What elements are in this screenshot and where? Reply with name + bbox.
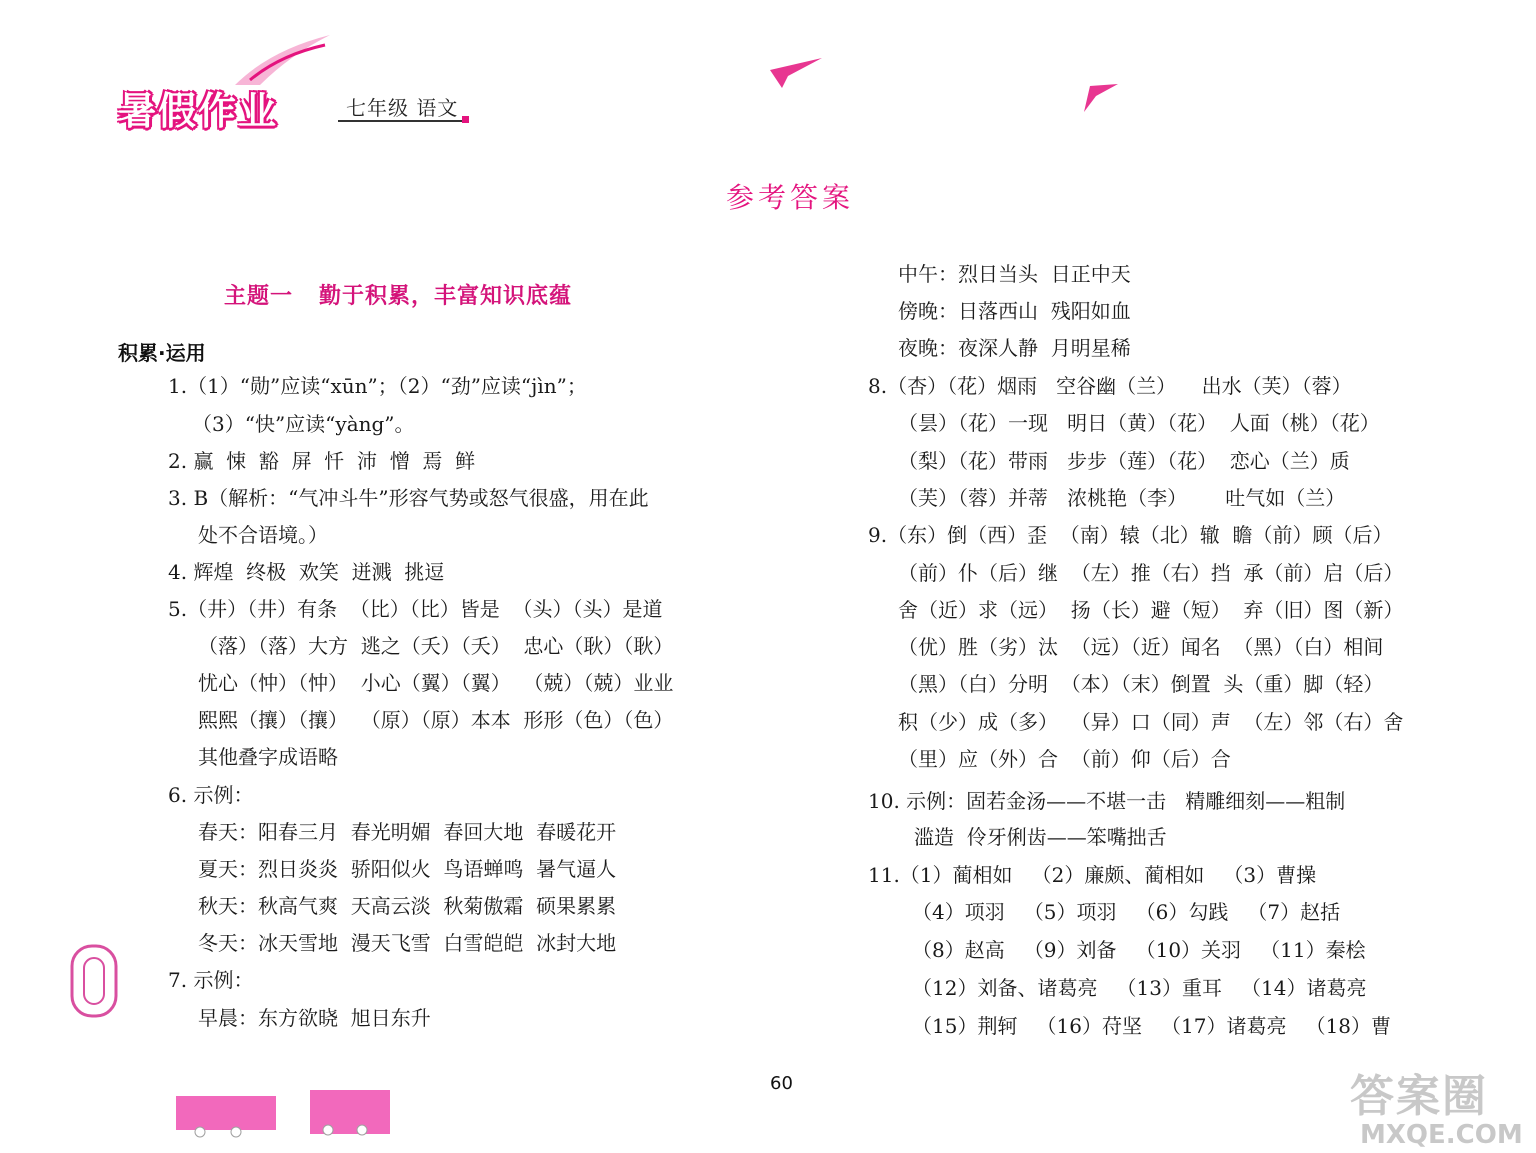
- answer-line: （落）（落）大方 逃之（夭）（夭） 忠心（耿）（耿）: [198, 634, 674, 658]
- answer-line: 10. 示例：固若金汤——不堪一击 精雕细刻——粗制: [868, 789, 1346, 813]
- answer-line: 4. 辉煌 终极 欢笑 迸溅 挑逗: [168, 560, 445, 584]
- paper-plane-decoration-small: [1080, 82, 1120, 116]
- answer-line: 忧心（忡）（忡） 小心（翼）（翼） （兢）（兢）业业: [198, 671, 674, 695]
- answer-line: 3. B（解析：“气冲斗牛”形容气势或怒气很盛，用在此: [168, 486, 649, 510]
- answer-line: （3）“快”应读“yàng”。: [192, 412, 415, 436]
- answer-line: （8）赵高 （9）刘备 （10）关羽 （11）秦桧: [912, 938, 1366, 962]
- answer-line: 2. 赢 悚 豁 屏 忏 沛 憎 焉 鲜: [168, 449, 476, 473]
- answer-line: （梨）（花）带雨 步步（莲）（花） 恋心（兰）质: [898, 449, 1350, 473]
- answer-line: 5.（井）（井）有条 （比）（比）皆是 （头）（头）是道: [168, 597, 663, 621]
- page-title: 参考答案: [725, 181, 854, 214]
- watermark: [1350, 1060, 1523, 1150]
- answer-line: 11.（1）蔺相如 （2）廉颇、蔺相如 （3）曹操: [868, 863, 1317, 887]
- answer-line: （12）刘备、诸葛亮 （13）重耳 （14）诸葛亮: [912, 976, 1367, 1000]
- watermark-logo-text: 答案圈: [1350, 1071, 1488, 1122]
- theme-title: 主题一 勤于积累，丰富知识底蕴: [224, 284, 572, 309]
- answer-line: 早晨：东方欲晓 旭日东升: [198, 1006, 431, 1030]
- answer-line: 处不合语境。）: [198, 523, 328, 547]
- clip-decoration: [64, 940, 124, 1020]
- answer-line: 夏天：烈日炎炎 骄阳似火 鸟语蝉鸣 暑气逼人: [198, 857, 617, 881]
- logo-text: 暑假作业: [118, 89, 279, 133]
- answer-line: （昙）（花）一现 明日（黄）（花） 人面（桃）（花）: [898, 411, 1380, 435]
- answer-line: 舍（近）求（远） 扬（长）避（短） 弃（旧）图（新）: [898, 598, 1404, 622]
- answer-line: （前）仆（后）继 （左）推（右）挡 承（前）启（后）: [898, 561, 1404, 585]
- answer-line: 秋天：秋高气爽 天高云淡 秋菊傲霜 硕果累累: [198, 894, 617, 918]
- answer-line: （优）胜（劣）汰 （远）（近）闻名 （黑）（白）相间: [898, 635, 1384, 659]
- watermark-url: MXQE.COM: [1360, 1120, 1523, 1150]
- answer-line: 傍晚：日落西山 残阳如血: [898, 299, 1131, 323]
- answer-line: （黑）（白）分明 （本）（末）倒置 头（重）脚（轻）: [898, 672, 1384, 696]
- answer-line: （15）荆轲 （16）苻坚 （17）诸葛亮 （18）曹: [912, 1014, 1392, 1038]
- answer-line: 滥造 伶牙俐齿——笨嘴拙舌: [914, 825, 1167, 849]
- header-underline: [338, 120, 464, 122]
- tape-decoration: [176, 1090, 396, 1140]
- answer-line: （里）应（外）合 （前）仰（后）合: [898, 747, 1231, 771]
- answer-line: 积（少）成（多） （异）口（同）声 （左）邻（右）舍: [898, 710, 1404, 734]
- grade-subject-label: 七年级 语文: [346, 96, 459, 120]
- answer-line: （芙）（蓉）并蒂 浓桃艳（李） 吐气如（兰）: [898, 486, 1346, 510]
- answer-line: 冬天：冰天雪地 漫天飞雪 白雪皑皑 冰封大地: [198, 931, 617, 955]
- answer-line: 9.（东）倒（西）歪 （南）辕（北）辙 瞻（前）顾（后）: [868, 523, 1393, 547]
- page-number: 60: [770, 1073, 793, 1094]
- answer-line: 夜晚：夜深人静 月明星稀: [898, 336, 1131, 360]
- paper-plane-decoration: [768, 56, 824, 90]
- answer-line: 春天：阳春三月 春光明媚 春回大地 春暖花开: [198, 820, 617, 844]
- answer-line: 8.（杏）（花）烟雨 空谷幽（兰） 出水（芙）（蓉）: [868, 374, 1352, 398]
- answer-line: 7. 示例：: [168, 968, 254, 992]
- header-dot: [462, 116, 469, 123]
- answer-line: 中午：烈日当头 日正中天: [898, 262, 1131, 286]
- answer-line: 1.（1）“勋”应读“xūn”；（2）“劲”应读“jìn”；: [168, 374, 587, 398]
- answer-line: 其他叠字成语略: [198, 745, 338, 769]
- answer-line: （4）项羽 （5）项羽 （6）勾践 （7）赵括: [912, 900, 1341, 924]
- section-heading: 积累·运用: [118, 341, 206, 365]
- answer-line: 6. 示例：: [168, 783, 254, 807]
- answer-line: 熙熙（攘）（攘） （原）（原）本本 形形（色）（色）: [198, 708, 674, 732]
